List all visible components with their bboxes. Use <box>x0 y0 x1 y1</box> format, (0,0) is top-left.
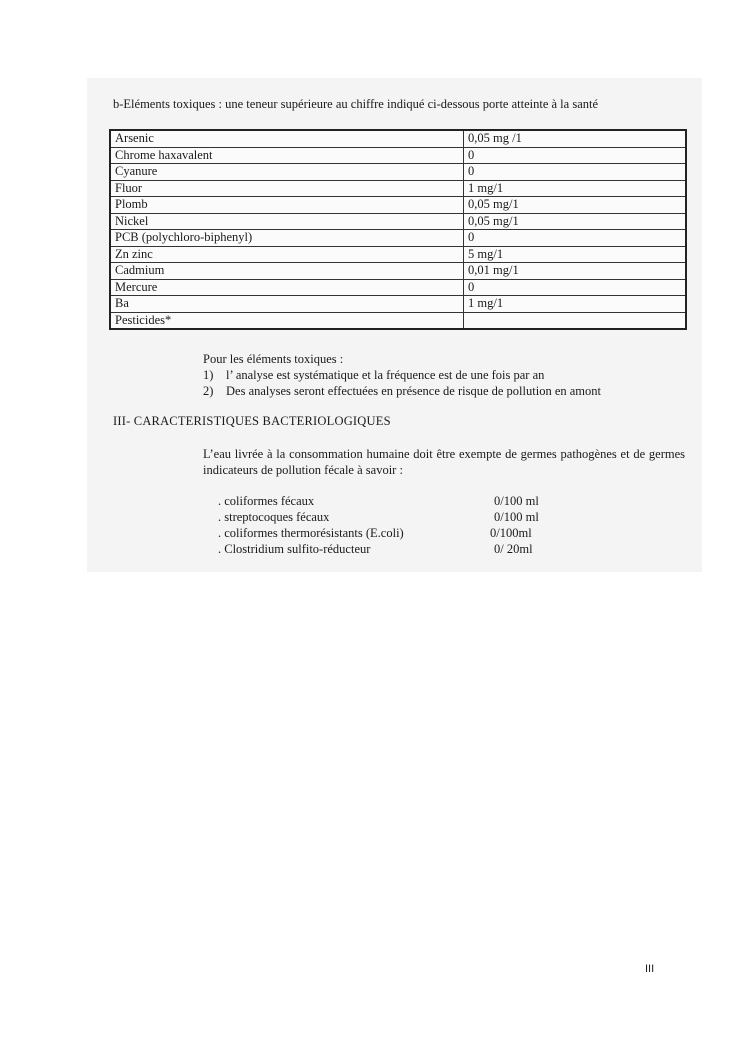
table-row <box>110 180 686 197</box>
element-cell: Chrome haxavalent <box>110 147 464 164</box>
germs-list <box>218 493 558 557</box>
toxic-elements-notes <box>203 351 601 399</box>
limit-cell: 0 <box>464 279 687 296</box>
section-title: III- CARACTERISTIQUES BACTERIOLOGIQUES <box>113 414 391 428</box>
list-item-text: l’ analyse est systématique et la fréquence est de une fois par an <box>226 368 545 382</box>
table-row <box>110 164 686 181</box>
list-item <box>218 525 558 541</box>
limit-cell <box>464 312 687 329</box>
limit-cell: 0 <box>464 164 687 181</box>
element-cell: Plomb <box>110 197 464 214</box>
table-row <box>110 296 686 313</box>
table-row <box>110 197 686 214</box>
germ-value: 0/100ml <box>490 526 532 540</box>
germ-name: . Clostridium sulfito-réducteur <box>218 542 371 556</box>
limit-cell: 1 mg/1 <box>464 296 687 313</box>
limit-cell: 0 <box>464 147 687 164</box>
list-item <box>218 541 558 557</box>
table-row <box>110 213 686 230</box>
list-item-text: Des analyses seront effectuées en présence de risque de pollution en amont <box>226 384 601 398</box>
element-cell: Arsenic <box>110 130 464 147</box>
element-cell: Zn zinc <box>110 246 464 263</box>
table-row <box>110 147 686 164</box>
limit-cell: 0,05 mg/1 <box>464 197 687 214</box>
element-cell: Mercure <box>110 279 464 296</box>
limit-cell: 1 mg/1 <box>464 180 687 197</box>
germ-name: . coliformes thermorésistants (E.coli) <box>218 526 404 540</box>
element-cell: Fluor <box>110 180 464 197</box>
germ-name: . streptocoques fécaux <box>218 510 330 524</box>
list-item <box>218 509 558 525</box>
notes-intro: Pour les éléments toxiques : <box>203 352 344 366</box>
toxic-elements-heading: b-Eléments toxiques : une teneur supérieure au chiffre indiqué ci-dessous porte atteinte à la santé <box>113 97 599 111</box>
germ-value: 0/100 ml <box>494 494 539 508</box>
germ-value: 0/100 ml <box>494 510 539 524</box>
table-row <box>110 263 686 280</box>
element-cell: Cyanure <box>110 164 464 181</box>
element-cell: Nickel <box>110 213 464 230</box>
bacteriological-paragraph: L’eau livrée à la consommation humaine doit être exempte de germes pathogènes et de germes indicateurs de pollution fécale à savoir : <box>203 447 685 477</box>
limit-cell: 5 mg/1 <box>464 246 687 263</box>
limit-cell: 0,05 mg /1 <box>464 130 687 147</box>
limit-cell: 0,05 mg/1 <box>464 213 687 230</box>
element-cell: Ba <box>110 296 464 313</box>
germ-value: 0/ 20ml <box>494 542 533 556</box>
list-item <box>218 493 558 509</box>
element-cell: PCB (polychloro-biphenyl) <box>110 230 464 247</box>
page-number: III <box>645 963 655 975</box>
list-item-number: 2) <box>203 384 214 398</box>
element-cell: Pesticides* <box>110 312 464 329</box>
table-row <box>110 246 686 263</box>
limit-cell: 0 <box>464 230 687 247</box>
table-row <box>110 279 686 296</box>
list-item <box>203 367 601 383</box>
table-row <box>110 130 686 147</box>
list-item-number: 1) <box>203 368 214 382</box>
germ-name: . coliformes fécaux <box>218 494 315 508</box>
limit-cell: 0,01 mg/1 <box>464 263 687 280</box>
list-item <box>203 383 601 399</box>
element-cell: Cadmium <box>110 263 464 280</box>
toxic-elements-table <box>109 129 687 330</box>
table-row <box>110 230 686 247</box>
table-row <box>110 312 686 329</box>
